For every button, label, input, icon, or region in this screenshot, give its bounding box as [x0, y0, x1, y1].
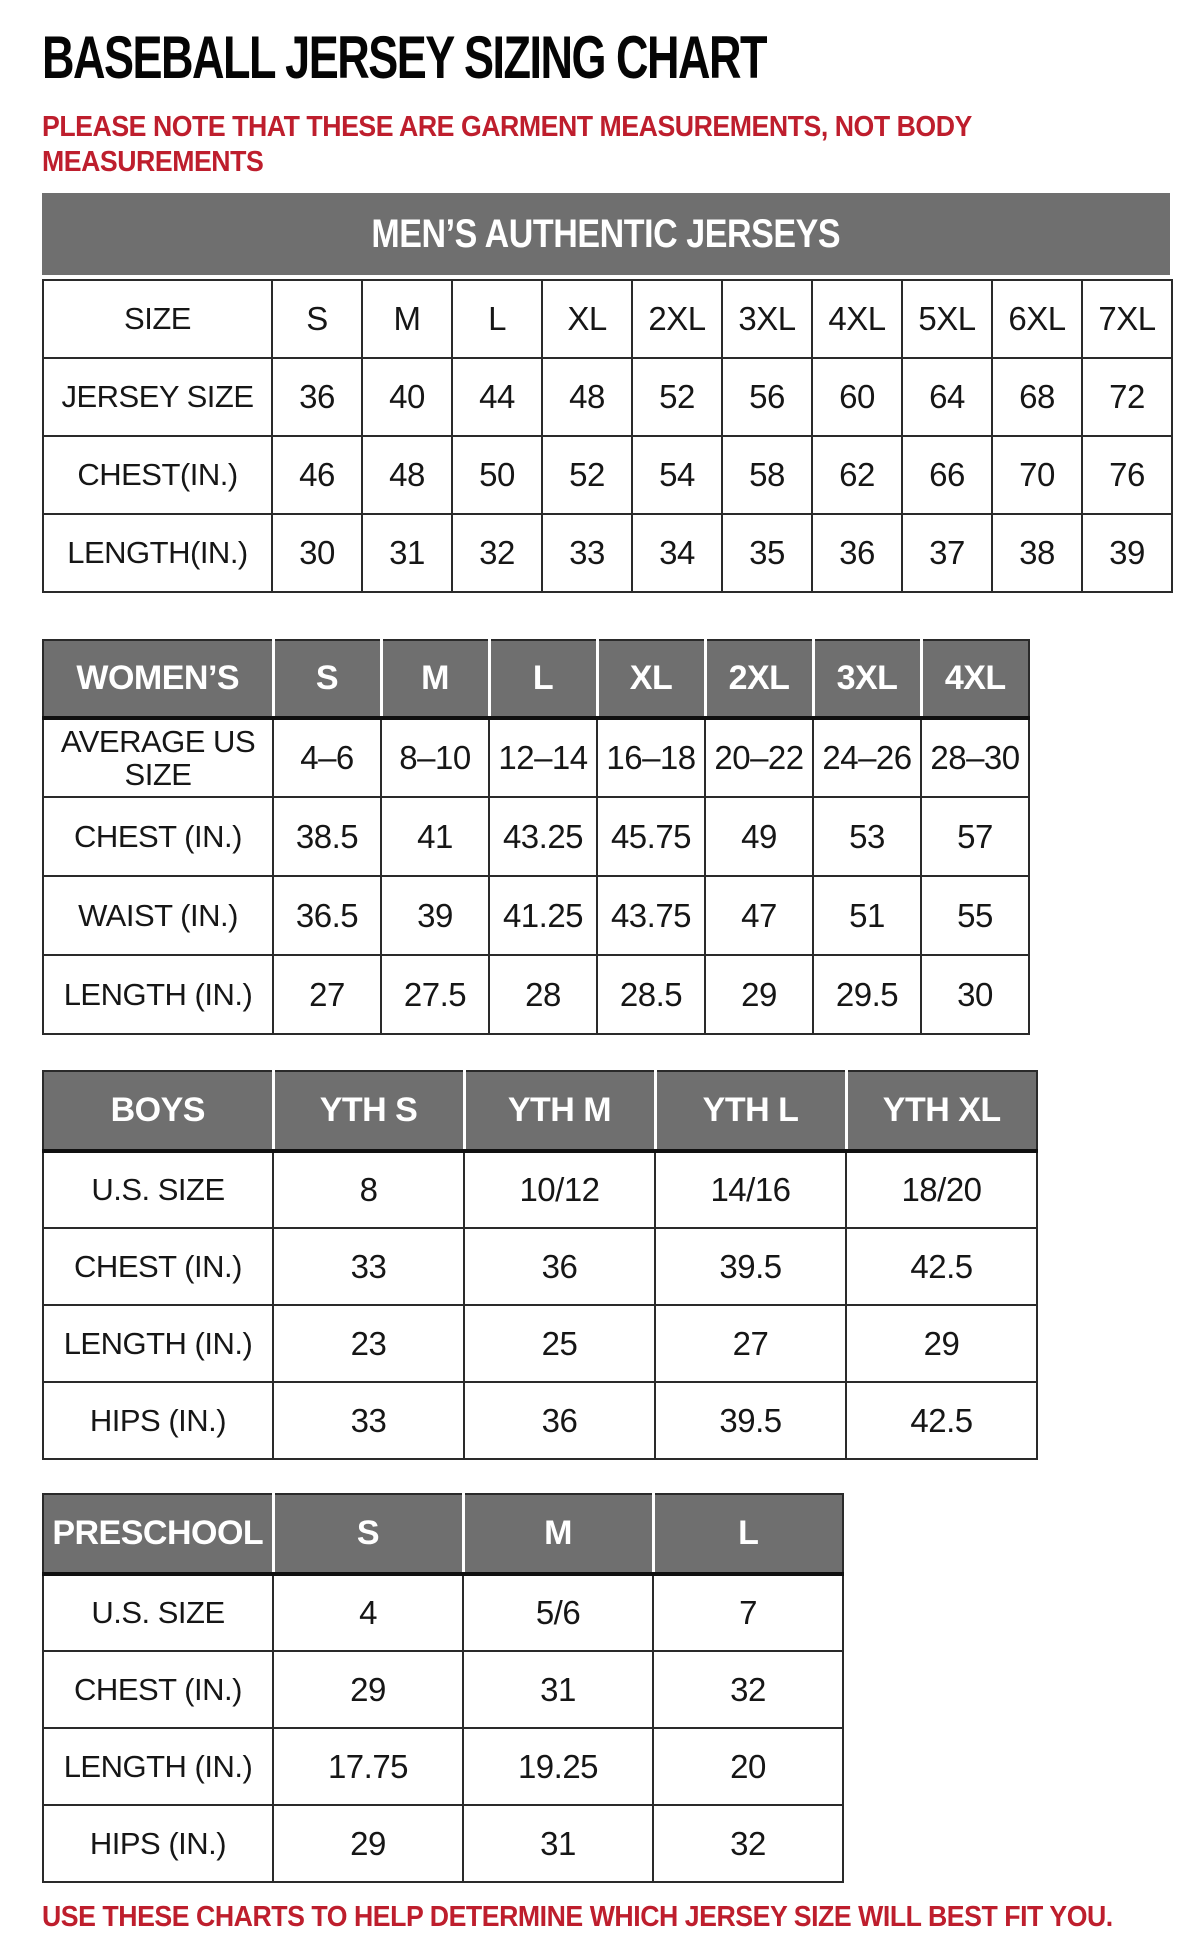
- value-cell: 33: [273, 1382, 464, 1459]
- header-row: [43, 640, 1029, 718]
- value-cell: 29: [705, 955, 813, 1034]
- value-cell: 58: [722, 436, 812, 514]
- value-cell: 36: [272, 358, 362, 436]
- value-cell: 52: [632, 358, 722, 436]
- value-cell: 72: [1082, 358, 1172, 436]
- value-cell: 38.5: [273, 797, 381, 876]
- value-cell: 3XL: [722, 280, 812, 358]
- mens-jerseys-banner: [42, 193, 1170, 275]
- header-size-cell: M: [463, 1494, 653, 1574]
- value-cell: 39.5: [655, 1382, 846, 1459]
- row-label-cell: HIPS (IN.): [43, 1805, 273, 1882]
- value-cell: 45.75: [597, 797, 705, 876]
- value-cell: 43.75: [597, 876, 705, 955]
- mens-jerseys-banner-title: MEN’S AUTHENTIC JERSEYS: [371, 211, 841, 256]
- row-label-cell: WAIST (IN.): [43, 876, 273, 955]
- value-cell: 52: [542, 436, 632, 514]
- header-label-cell: PRESCHOOL: [43, 1494, 273, 1574]
- value-cell: 18/20: [846, 1151, 1037, 1228]
- header-row: [43, 1071, 1037, 1151]
- table-row: [43, 718, 1029, 797]
- value-cell: 49: [705, 797, 813, 876]
- value-cell: 62: [812, 436, 902, 514]
- row-label-cell: CHEST(IN.): [43, 436, 272, 514]
- value-cell: 48: [362, 436, 452, 514]
- value-cell: 39.5: [655, 1228, 846, 1305]
- header-size-cell: L: [489, 640, 597, 718]
- value-cell: 5/6: [463, 1574, 653, 1651]
- value-cell: 8–10: [381, 718, 489, 797]
- value-cell: 14/16: [655, 1151, 846, 1228]
- value-cell: 29.5: [813, 955, 921, 1034]
- value-cell: 19.25: [463, 1728, 653, 1805]
- value-cell: 32: [653, 1651, 843, 1728]
- value-cell: 42.5: [846, 1382, 1037, 1459]
- row-label-cell: JERSEY SIZE: [43, 358, 272, 436]
- value-cell: 5XL: [902, 280, 992, 358]
- value-cell: 36.5: [273, 876, 381, 955]
- table-row: [43, 797, 1029, 876]
- value-cell: 31: [463, 1805, 653, 1882]
- value-cell: 38: [992, 514, 1082, 592]
- value-cell: 29: [846, 1305, 1037, 1382]
- header-label-cell: WOMEN’S: [43, 640, 273, 718]
- value-cell: 53: [813, 797, 921, 876]
- value-cell: L: [452, 280, 542, 358]
- value-cell: 4–6: [273, 718, 381, 797]
- table-row: [43, 436, 1172, 514]
- row-label-cell: LENGTH (IN.): [43, 1728, 273, 1805]
- header-size-cell: YTH L: [655, 1071, 846, 1151]
- row-label-cell: CHEST (IN.): [43, 797, 273, 876]
- table-row: [43, 280, 1172, 358]
- header-size-cell: YTH S: [273, 1071, 464, 1151]
- value-cell: 28.5: [597, 955, 705, 1034]
- row-label-cell: U.S. SIZE: [43, 1574, 273, 1651]
- value-cell: 55: [921, 876, 1029, 955]
- table-row: [43, 955, 1029, 1034]
- value-cell: 39: [1082, 514, 1172, 592]
- table-row: [43, 514, 1172, 592]
- value-cell: 28: [489, 955, 597, 1034]
- header-size-cell: 2XL: [705, 640, 813, 718]
- value-cell: M: [362, 280, 452, 358]
- header-label-cell: BOYS: [43, 1071, 273, 1151]
- value-cell: 20–22: [705, 718, 813, 797]
- value-cell: 44: [452, 358, 542, 436]
- value-cell: 68: [992, 358, 1082, 436]
- preschool-sizing-table: [42, 1493, 844, 1883]
- value-cell: 16–18: [597, 718, 705, 797]
- table-row: [43, 876, 1029, 955]
- row-label-cell: CHEST (IN.): [43, 1228, 273, 1305]
- table-row: [43, 1228, 1037, 1305]
- table-row: [43, 358, 1172, 436]
- value-cell: 76: [1082, 436, 1172, 514]
- header-size-cell: 4XL: [921, 640, 1029, 718]
- page-title: BASEBALL JERSEY SIZING CHART: [42, 24, 766, 91]
- value-cell: 2XL: [632, 280, 722, 358]
- value-cell: 31: [362, 514, 452, 592]
- row-label-cell: CHEST (IN.): [43, 1651, 273, 1728]
- value-cell: 28–30: [921, 718, 1029, 797]
- header-size-cell: S: [273, 640, 381, 718]
- row-label-cell: LENGTH (IN.): [43, 955, 273, 1034]
- value-cell: 46: [272, 436, 362, 514]
- value-cell: 56: [722, 358, 812, 436]
- value-cell: 27: [273, 955, 381, 1034]
- value-cell: 48: [542, 358, 632, 436]
- value-cell: 47: [705, 876, 813, 955]
- header-size-cell: M: [381, 640, 489, 718]
- value-cell: 57: [921, 797, 1029, 876]
- row-label-cell: HIPS (IN.): [43, 1382, 273, 1459]
- value-cell: 25: [464, 1305, 655, 1382]
- value-cell: 34: [632, 514, 722, 592]
- header-row: [43, 1494, 843, 1574]
- value-cell: 17.75: [273, 1728, 463, 1805]
- table-row: [43, 1151, 1037, 1228]
- value-cell: 60: [812, 358, 902, 436]
- table-row: [43, 1574, 843, 1651]
- value-cell: 31: [463, 1651, 653, 1728]
- value-cell: 27: [655, 1305, 846, 1382]
- value-cell: 36: [464, 1382, 655, 1459]
- value-cell: 24–26: [813, 718, 921, 797]
- value-cell: 64: [902, 358, 992, 436]
- table-row: [43, 1305, 1037, 1382]
- value-cell: 39: [381, 876, 489, 955]
- note-line-1: PLEASE NOTE THAT THESE ARE GARMENT MEASUREMENTS, NOT BODY: [42, 111, 972, 143]
- value-cell: 41: [381, 797, 489, 876]
- value-cell: 32: [653, 1805, 843, 1882]
- row-label-cell: U.S. SIZE: [43, 1151, 273, 1228]
- value-cell: 41.25: [489, 876, 597, 955]
- value-cell: S: [272, 280, 362, 358]
- value-cell: 30: [921, 955, 1029, 1034]
- value-cell: 36: [812, 514, 902, 592]
- value-cell: 66: [902, 436, 992, 514]
- value-cell: 33: [542, 514, 632, 592]
- row-label-cell: LENGTH(IN.): [43, 514, 272, 592]
- value-cell: 7: [653, 1574, 843, 1651]
- note-line-2: MEASUREMENTS: [42, 146, 264, 178]
- table-row: [43, 1651, 843, 1728]
- value-cell: 35: [722, 514, 812, 592]
- header-size-cell: S: [273, 1494, 463, 1574]
- value-cell: 43.25: [489, 797, 597, 876]
- header-size-cell: L: [653, 1494, 843, 1574]
- value-cell: 29: [273, 1805, 463, 1882]
- value-cell: 20: [653, 1728, 843, 1805]
- value-cell: 23: [273, 1305, 464, 1382]
- value-cell: 54: [632, 436, 722, 514]
- value-cell: 8: [273, 1151, 464, 1228]
- footer-note: USE THESE CHARTS TO HELP DETERMINE WHICH JERSEY SIZE WILL BEST FIT YOU.: [42, 1901, 1113, 1933]
- value-cell: 50: [452, 436, 542, 514]
- value-cell: 4: [273, 1574, 463, 1651]
- value-cell: 36: [464, 1228, 655, 1305]
- value-cell: 7XL: [1082, 280, 1172, 358]
- womens-sizing-table: [42, 639, 1030, 1035]
- value-cell: 70: [992, 436, 1082, 514]
- row-label-cell: AVERAGE US SIZE: [43, 718, 273, 797]
- header-size-cell: YTH XL: [846, 1071, 1037, 1151]
- value-cell: 32: [452, 514, 542, 592]
- row-label-cell: SIZE: [43, 280, 272, 358]
- value-cell: 10/12: [464, 1151, 655, 1228]
- header-size-cell: 3XL: [813, 640, 921, 718]
- row-label-cell: LENGTH (IN.): [43, 1305, 273, 1382]
- value-cell: 12–14: [489, 718, 597, 797]
- value-cell: 6XL: [992, 280, 1082, 358]
- mens-sizing-table: [42, 279, 1173, 593]
- value-cell: 4XL: [812, 280, 902, 358]
- table-row: [43, 1382, 1037, 1459]
- boys-sizing-table: [42, 1070, 1038, 1460]
- header-size-cell: YTH M: [464, 1071, 655, 1151]
- garment-measurement-note: [42, 110, 1089, 180]
- value-cell: 29: [273, 1651, 463, 1728]
- value-cell: 40: [362, 358, 452, 436]
- value-cell: 51: [813, 876, 921, 955]
- value-cell: 33: [273, 1228, 464, 1305]
- header-size-cell: XL: [597, 640, 705, 718]
- value-cell: 30: [272, 514, 362, 592]
- value-cell: 42.5: [846, 1228, 1037, 1305]
- value-cell: 27.5: [381, 955, 489, 1034]
- table-row: [43, 1805, 843, 1882]
- value-cell: XL: [542, 280, 632, 358]
- table-row: [43, 1728, 843, 1805]
- value-cell: 37: [902, 514, 992, 592]
